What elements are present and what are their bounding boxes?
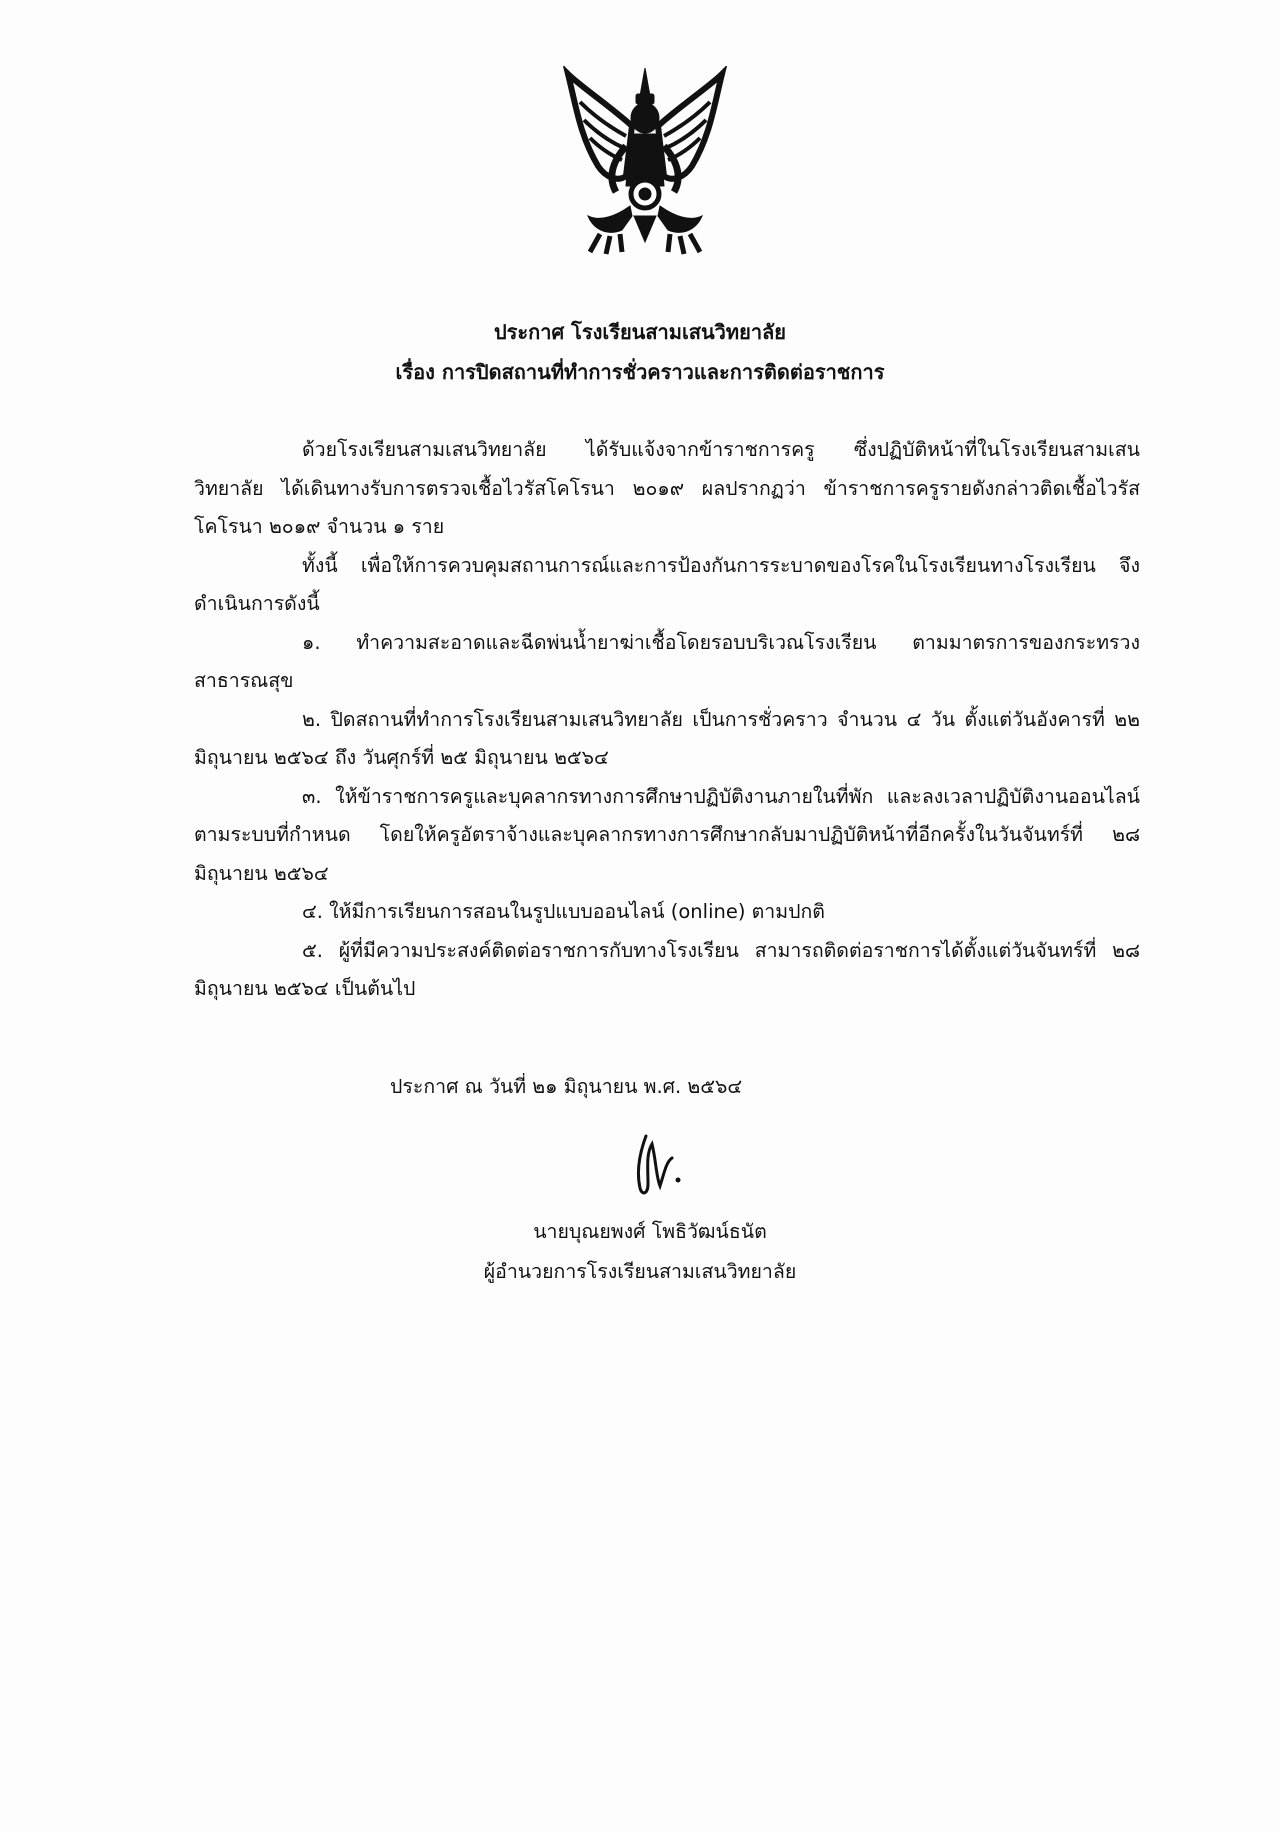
- list-item: ๑. ทำความสะอาดและฉีดพ่นน้ำยาฆ่าเชื้อโดยรอบบริเวณโรงเรียน ตามมาตรการของกระทรวงสาธารณสุข: [194, 630, 1140, 692]
- list-item: ๓. ให้ข้าราชการครูและบุคลากรทางการศึกษาปฏิบัติงานภายในที่พัก และลงเวลาปฏิบัติงานออนไลน์ตามระบบที่กำหนด โดยให้ครูอัตราจ้างและบุคลากรทางการศึกษากลับมาปฏิบัติหน้าที่อีกครั้งในวันจันทร์ที่ ๒๘ มิถุนายน ๒๕๖๔: [194, 784, 1140, 885]
- announcement-date: ประกาศ ณ วันที่ ๒๑ มิถุนายน พ.ศ. ๒๕๖๔: [390, 1075, 743, 1098]
- signer-name: นายบุณยพงศ์ โพธิวัฒน์ธนัต: [533, 1220, 767, 1243]
- list-item: ๔. ให้มีการเรียนการสอนในรูปแบบออนไลน์ (online) ตามปกติ: [302, 900, 825, 923]
- garuda-emblem-icon: [560, 66, 730, 256]
- signer-title: ผู้อำนวยการโรงเรียนสามเสนวิทยาลัย: [483, 1260, 797, 1283]
- list-item: ๕. ผู้ที่มีความประสงค์ติดต่อราชการกับทางโรงเรียน สามารถติดต่อราชการได้ตั้งแต่วันจันทร์ที่ ๒๘ มิถุนายน ๒๕๖๔ เป็นต้นไป: [194, 938, 1140, 1000]
- handwritten-signature: [626, 1130, 686, 1200]
- body-paragraph: ด้วยโรงเรียนสามเสนวิทยาลัย ได้รับแจ้งจากข้าราชการครู ซึ่งปฏิบัติหน้าที่ในโรงเรียนสามเสนวิทยาลัย ได้เดินทางรับการตรวจเชื้อไวรัสโคโรนา ๒๐๑๙ ผลปรากฏว่า ข้าราชการครูรายดังกล่าวติดเชื้อไวรัสโคโรนา ๒๐๑๙ จำนวน ๑ ราย: [194, 438, 1140, 538]
- announcement-body: [194, 431, 1140, 1009]
- list-item: ๒. ปิดสถานที่ทำการโรงเรียนสามเสนวิทยาลัย เป็นการชั่วคราว จำนวน ๔ วัน ตั้งแต่วันอังคารที่ ๒๒ มิถุนายน ๒๕๖๔ ถึง วันศุกร์ที่ ๒๕ มิถุนายน ๒๕๖๔: [194, 707, 1140, 769]
- announcement-subject: เรื่อง การปิดสถานที่ทำการชั่วคราวและการติดต่อราชการ: [395, 360, 885, 384]
- body-paragraph: ทั้งนี้ เพื่อให้การควบคุมสถานการณ์และการป้องกันการระบาดของโรคในโรงเรียนทางโรงเรียน จึงดำเนินการดังนี้: [194, 553, 1140, 615]
- announcement-header: [0, 312, 1280, 392]
- announcement-heading: ประกาศ โรงเรียนสามเสนวิทยาลัย: [493, 320, 787, 344]
- signer-block: [0, 1212, 1280, 1292]
